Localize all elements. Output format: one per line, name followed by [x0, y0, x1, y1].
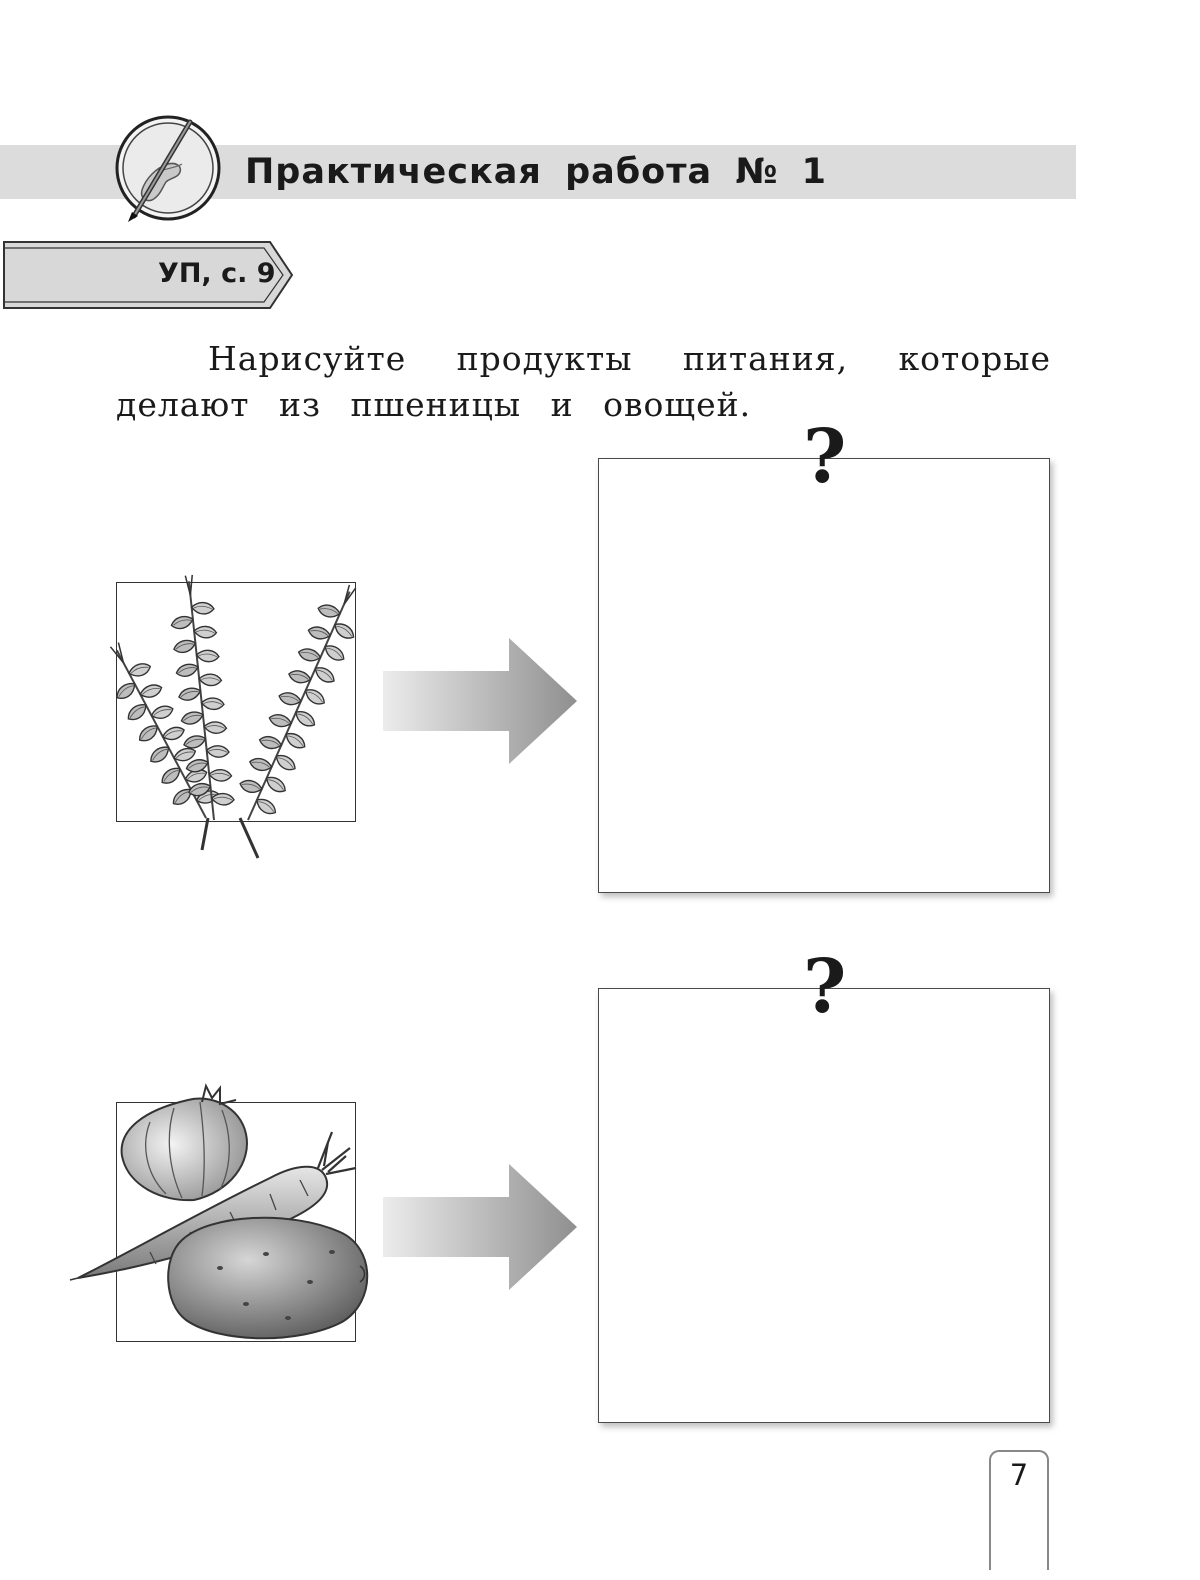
textbook-reference: УП, с. 9	[158, 258, 276, 289]
question-mark: ?	[803, 414, 847, 500]
instruction-text: Нарисуйте продукты питания, которые делают из пшеницы и овощей.	[116, 339, 1051, 424]
drawing-area-vegetable-products[interactable]	[598, 988, 1050, 1423]
arrow-right-icon	[383, 638, 579, 764]
drawing-area-wheat-products[interactable]	[598, 458, 1050, 893]
vegetables-onion-carrot-potato-icon	[70, 1082, 380, 1344]
pencil-in-hand-icon	[112, 112, 224, 224]
arrow-right-icon	[383, 1164, 579, 1290]
page-number: 7	[1009, 1458, 1029, 1492]
wheat-ears-icon	[110, 568, 350, 868]
page-title: Практическая работа № 1	[245, 152, 827, 192]
question-mark: ?	[803, 944, 847, 1030]
task-instruction	[116, 336, 1051, 428]
